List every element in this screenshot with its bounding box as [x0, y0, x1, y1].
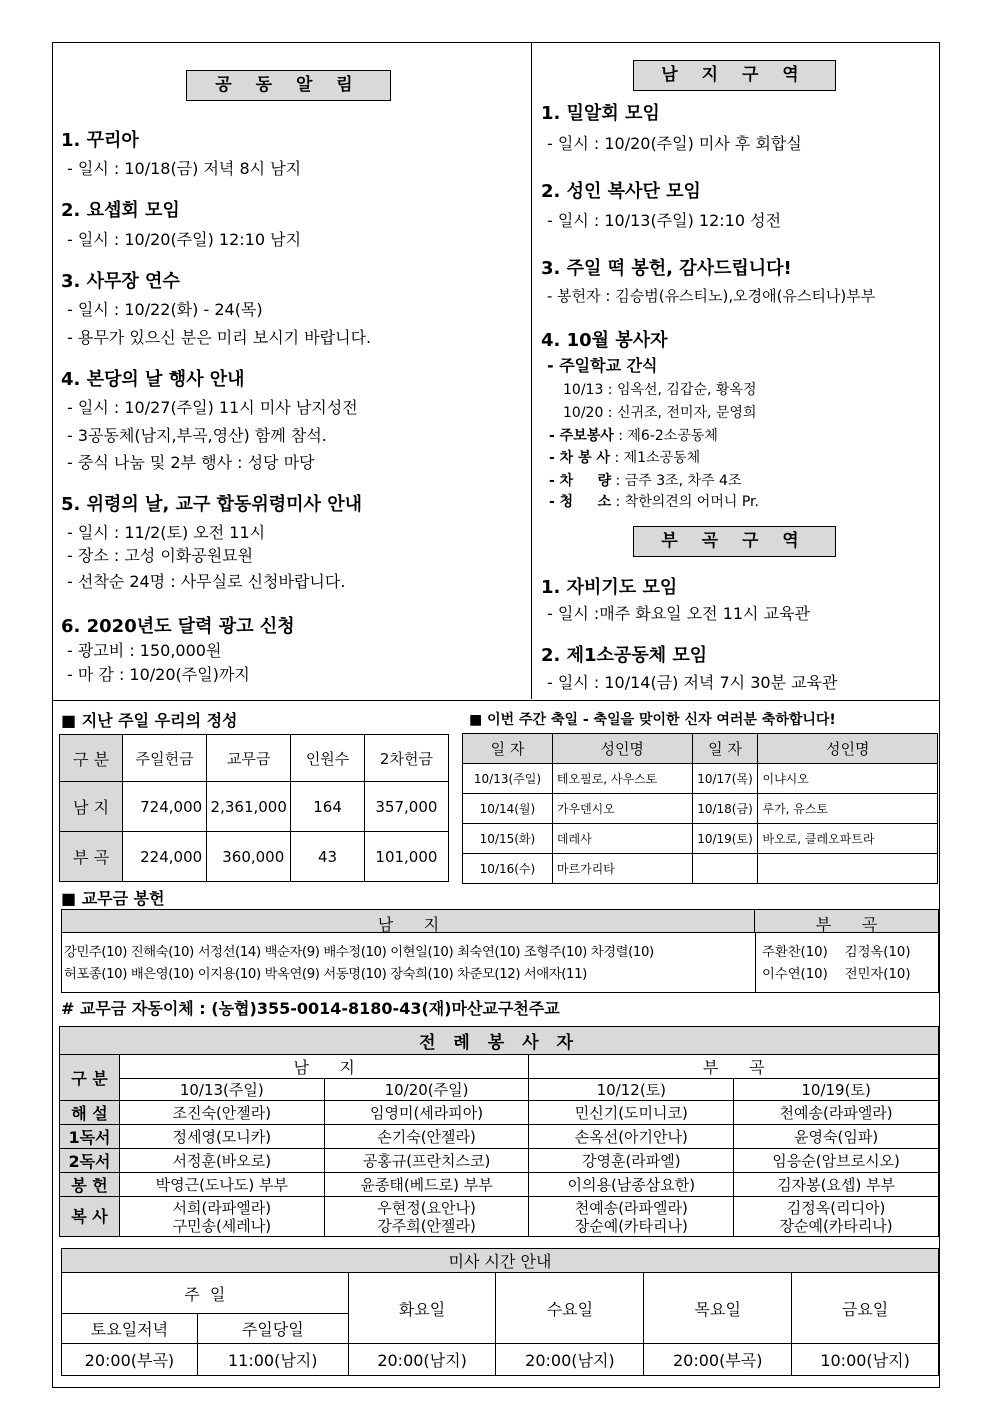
liturgy-cell: 김자봉(요셉) 부부 — [734, 1173, 939, 1197]
snack-title: - 주일학교 간식 — [547, 356, 658, 375]
tithe-namji-line: 허포종(10) 배은영(10) 이지용(10) 박옥연(9) 서동명(10) 장숙희(10) 차준모(12) 서애자(11) — [64, 967, 587, 982]
common-item-line: - 일시 : 10/18(금) 저녁 8시 남지 — [67, 159, 302, 178]
offering-title: ■ 지난 주일 우리의 정성 — [61, 711, 238, 730]
offering-header: 주일헌금 — [123, 735, 207, 782]
common-item-line: - 중식 나눔 및 2부 행사 : 성당 마당 — [67, 453, 315, 472]
volunteer-role — [549, 491, 759, 511]
liturgy-cell — [119, 1197, 324, 1237]
mass-day: 금요일 — [792, 1273, 939, 1344]
namji-item-line: - 일시 : 10/20(주일) 미사 후 회합실 — [547, 134, 802, 153]
volunteer-role — [549, 447, 700, 467]
offering-cell: 101,000 — [364, 832, 448, 882]
feast-cell: 10/15(화) — [463, 824, 553, 854]
mass-time: 10:00(남지) — [792, 1344, 939, 1376]
role-value: : 착한의견의 어머니 Pr. — [611, 494, 759, 510]
mass-time: 20:00(부곡) — [644, 1344, 792, 1376]
mass-time: 20:00(부곡) — [62, 1344, 198, 1376]
server-name: 장순예(카타리나) — [779, 1216, 893, 1235]
mass-title: 미사 시간 안내 — [62, 1249, 939, 1273]
offering-header: 교무금 — [207, 735, 291, 782]
feast-header: 성인명 — [758, 734, 938, 764]
snack-line: 10/20 : 신귀조, 전미자, 문영희 — [563, 405, 757, 421]
common-item-line: - 마 감 : 10/20(주일)까지 — [67, 665, 250, 684]
common-item-line: - 장소 : 고성 이화공원묘원 — [67, 546, 254, 565]
offering-cell: 2,361,000 — [207, 782, 291, 832]
liturgy-date: 10/12(토) — [529, 1079, 734, 1101]
mass-time: 11:00(남지) — [197, 1344, 348, 1376]
tithe-box — [61, 909, 939, 993]
liturgy-cell: 천예송(라파엘라) — [734, 1101, 939, 1125]
namji-item-heading: 3. 주일 떡 봉헌, 감사드립니다! — [541, 258, 792, 279]
feast-cell: 가우덴시오 — [552, 794, 692, 824]
mass-sat-eve: 토요일저녁 — [62, 1314, 198, 1344]
offering-cell: 357,000 — [364, 782, 448, 832]
namji-item-line: - 일시 : 10/13(주일) 12:10 성전 — [547, 211, 782, 230]
announcement-section — [53, 43, 939, 701]
liturgy-cell: 윤영숙(임파) — [734, 1125, 939, 1149]
mass-table — [61, 1248, 939, 1376]
table-row — [60, 1173, 939, 1197]
liturgy-title: 전 례 봉 사 자 — [60, 1027, 939, 1055]
offering-cell: 남 지 — [60, 782, 123, 832]
liturgy-table — [59, 1026, 939, 1237]
mass-day: 수요일 — [496, 1273, 644, 1344]
feast-cell: 10/19(토) — [692, 824, 758, 854]
liturgy-cell: 임영미(세라피아) — [324, 1101, 529, 1125]
role-value: : 제6-2소공동체 — [613, 428, 718, 444]
bugok-title: 부 곡 구 역 — [633, 526, 836, 557]
liturgy-cell — [324, 1197, 529, 1237]
feast-cell — [758, 854, 938, 884]
feast-cell: 테오필로, 사우스토 — [552, 764, 692, 794]
common-title: 공 동 알 림 — [186, 70, 391, 101]
liturgy-cell: 박영근(도나도) 부부 — [119, 1173, 324, 1197]
liturgy-cell — [529, 1197, 734, 1237]
mass-day: 목요일 — [644, 1273, 792, 1344]
liturgy-row-label: 복 사 — [60, 1197, 120, 1237]
offering-header: 구 분 — [60, 735, 123, 782]
common-item-line: - 일시 : 11/2(토) 오전 11시 — [67, 523, 266, 542]
feast-cell: 10/16(수) — [463, 854, 553, 884]
feast-cell — [692, 854, 758, 884]
snack-line: 10/13 : 임옥선, 김갑순, 황옥정 — [563, 382, 757, 398]
feast-cell: 바오로, 클레오파트라 — [758, 824, 938, 854]
liturgy-cell: 강영훈(라파엘) — [529, 1149, 734, 1173]
table-row — [463, 824, 938, 854]
table-row — [60, 1101, 939, 1125]
liturgy-cell: 손옥선(아기안나) — [529, 1125, 734, 1149]
feast-header: 일 자 — [692, 734, 758, 764]
bugok-item-heading: 1. 자비기도 모임 — [541, 577, 678, 598]
server-name: 구민송(세레나) — [172, 1216, 272, 1235]
common-item-line: - 선착순 24명 : 사무실로 신청바랍니다. — [67, 572, 346, 591]
tithe-bugok-header: 부 곡 — [815, 915, 878, 934]
server-name: 김정옥(리디아) — [786, 1198, 886, 1217]
tithe-title: ■ 교무금 봉헌 — [61, 889, 165, 908]
tithe-namji-header: 남 지 — [377, 915, 440, 934]
role-label: - 청 소 — [549, 494, 612, 510]
liturgy-date: 10/13(주일) — [119, 1079, 324, 1101]
role-label: - 차 봉 사 — [549, 450, 611, 466]
offering-cell: 724,000 — [123, 782, 207, 832]
table-row — [60, 1125, 939, 1149]
liturgy-row-label: 봉 헌 — [60, 1173, 120, 1197]
auto-transfer: # 교무금 자동이체 : (농협)355-0014-8180-43(재)마산교구천주교 — [61, 999, 560, 1018]
offering-cell: 360,000 — [207, 832, 291, 882]
liturgy-namji: 남 지 — [119, 1055, 529, 1079]
table-row — [463, 794, 938, 824]
common-item-line: - 용무가 있으신 분은 미리 보시기 바랍니다. — [67, 328, 372, 347]
table-row — [60, 832, 449, 882]
tithe-namji-line: 강민주(10) 진해숙(10) 서정선(14) 백순자(9) 배수정(10) 이현일(10) 최숙연(10) 조형주(10) 차경렬(10) — [64, 945, 654, 960]
server-name: 천예송(라파엘라) — [574, 1198, 688, 1217]
common-item-heading: 2. 요셉회 모임 — [61, 200, 180, 221]
role-value: : 금주 3조, 차주 4조 — [611, 473, 742, 489]
feast-cell: 이냐시오 — [758, 764, 938, 794]
liturgy-cell: 손기숙(안젤라) — [324, 1125, 529, 1149]
liturgy-date: 10/20(주일) — [324, 1079, 529, 1101]
namji-title: 남 지 구 역 — [633, 60, 836, 91]
offering-table — [59, 734, 449, 882]
liturgy-cell: 이의용(남종삼요한) — [529, 1173, 734, 1197]
liturgy-cell: 서정훈(바오로) — [119, 1149, 324, 1173]
mass-time: 20:00(남지) — [348, 1344, 496, 1376]
volunteer-role — [549, 470, 742, 490]
common-item-heading: 5. 위령의 날, 교구 합동위령미사 안내 — [61, 494, 362, 515]
liturgy-cell — [734, 1197, 939, 1237]
common-item-heading: 1. 꾸리아 — [61, 130, 139, 151]
table-row — [62, 1344, 939, 1376]
namji-item-heading: 4. 10월 봉사자 — [541, 330, 668, 351]
feast-table — [462, 733, 938, 884]
common-item-line: - 3공동체(남지,부곡,영산) 함께 참석. — [67, 426, 327, 445]
tithe-bugok-line: 이수연(10) 전민자(10) — [762, 967, 911, 982]
feast-cell: 10/13(주일) — [463, 764, 553, 794]
table-row — [60, 1197, 939, 1237]
namji-item-heading: 1. 밀알회 모임 — [541, 103, 660, 124]
mass-sunday: 주 일 — [62, 1273, 349, 1314]
server-name: 장순예(카타리나) — [574, 1216, 688, 1235]
table-row — [463, 854, 938, 884]
liturgy-cell: 정세영(모니카) — [119, 1125, 324, 1149]
table-row — [60, 782, 449, 832]
feast-cell: 10/17(목) — [692, 764, 758, 794]
feast-cell: 데레사 — [552, 824, 692, 854]
liturgy-cell: 윤종태(베드로) 부부 — [324, 1173, 529, 1197]
offering-cell: 224,000 — [123, 832, 207, 882]
feast-title: ■ 이번 주간 축일 - 축일을 맞이한 신자 여러분 축하합니다! — [469, 712, 836, 728]
offering-header: 2차헌금 — [364, 735, 448, 782]
liturgy-cell: 조진숙(안젤라) — [119, 1101, 324, 1125]
feast-cell: 10/18(금) — [692, 794, 758, 824]
liturgy-row-label: 1독서 — [60, 1125, 120, 1149]
role-value: : 제1소공동체 — [610, 450, 701, 466]
liturgy-row-label: 2독서 — [60, 1149, 120, 1173]
liturgy-cell: 공홍규(프란치스코) — [324, 1149, 529, 1173]
role-label: - 차 량 — [549, 473, 612, 489]
liturgy-gubun: 구 분 — [60, 1055, 120, 1101]
bugok-item-line: - 일시 : 10/14(금) 저녁 7시 30분 교육관 — [547, 673, 838, 692]
common-item-line: - 광고비 : 150,000원 — [67, 641, 222, 660]
liturgy-date: 10/19(토) — [734, 1079, 939, 1101]
common-item-heading: 3. 사무장 연수 — [61, 271, 180, 292]
common-notices — [53, 43, 532, 699]
server-name: 강주희(안젤라) — [377, 1216, 476, 1235]
liturgy-row-label: 해 설 — [60, 1101, 120, 1125]
liturgy-cell: 민신기(도미니코) — [529, 1101, 734, 1125]
common-item-heading: 4. 본당의 날 행사 안내 — [61, 369, 245, 390]
common-item-line: - 일시 : 10/22(화) - 24(목) — [67, 300, 263, 319]
liturgy-bugok: 부 곡 — [529, 1055, 939, 1079]
bulletin-page — [52, 42, 940, 1388]
table-row — [60, 1149, 939, 1173]
feast-cell: 루가, 유스토 — [758, 794, 938, 824]
mass-sunday-day: 주일당일 — [197, 1314, 348, 1344]
feast-cell: 마르가리타 — [552, 854, 692, 884]
bugok-item-heading: 2. 제1소공동체 모임 — [541, 645, 708, 666]
common-item-line: - 일시 : 10/27(주일) 11시 미사 남지성전 — [67, 398, 358, 417]
bugok-item-line: - 일시 :매주 화요일 오전 11시 교육관 — [547, 604, 810, 623]
district-notices — [533, 43, 939, 699]
offering-cell: 164 — [291, 782, 365, 832]
role-label: - 주보봉사 — [549, 428, 614, 444]
volunteer-role — [549, 425, 718, 445]
feast-header: 일 자 — [463, 734, 553, 764]
namji-item-line: - 봉헌자 : 김승범(유스티노),오경애(유스티나)부부 — [547, 287, 876, 305]
feast-cell: 10/14(월) — [463, 794, 553, 824]
mass-day: 화요일 — [348, 1273, 496, 1344]
feast-header: 성인명 — [552, 734, 692, 764]
liturgy-cell: 임응순(암브로시오) — [734, 1149, 939, 1173]
tithe-bugok-line: 주환찬(10) 김정옥(10) — [762, 945, 911, 960]
offering-cell: 43 — [291, 832, 365, 882]
common-item-line: - 일시 : 10/20(주일) 12:10 남지 — [67, 230, 302, 249]
server-name: 우현정(요안나) — [377, 1198, 476, 1217]
offering-header: 인원수 — [291, 735, 365, 782]
common-item-heading: 6. 2020년도 달력 광고 신청 — [61, 616, 295, 637]
server-name: 서희(라파엘라) — [172, 1198, 272, 1217]
table-row — [463, 764, 938, 794]
mass-time: 20:00(남지) — [496, 1344, 644, 1376]
namji-item-heading: 2. 성인 복사단 모임 — [541, 181, 701, 202]
offering-cell: 부 곡 — [60, 832, 123, 882]
